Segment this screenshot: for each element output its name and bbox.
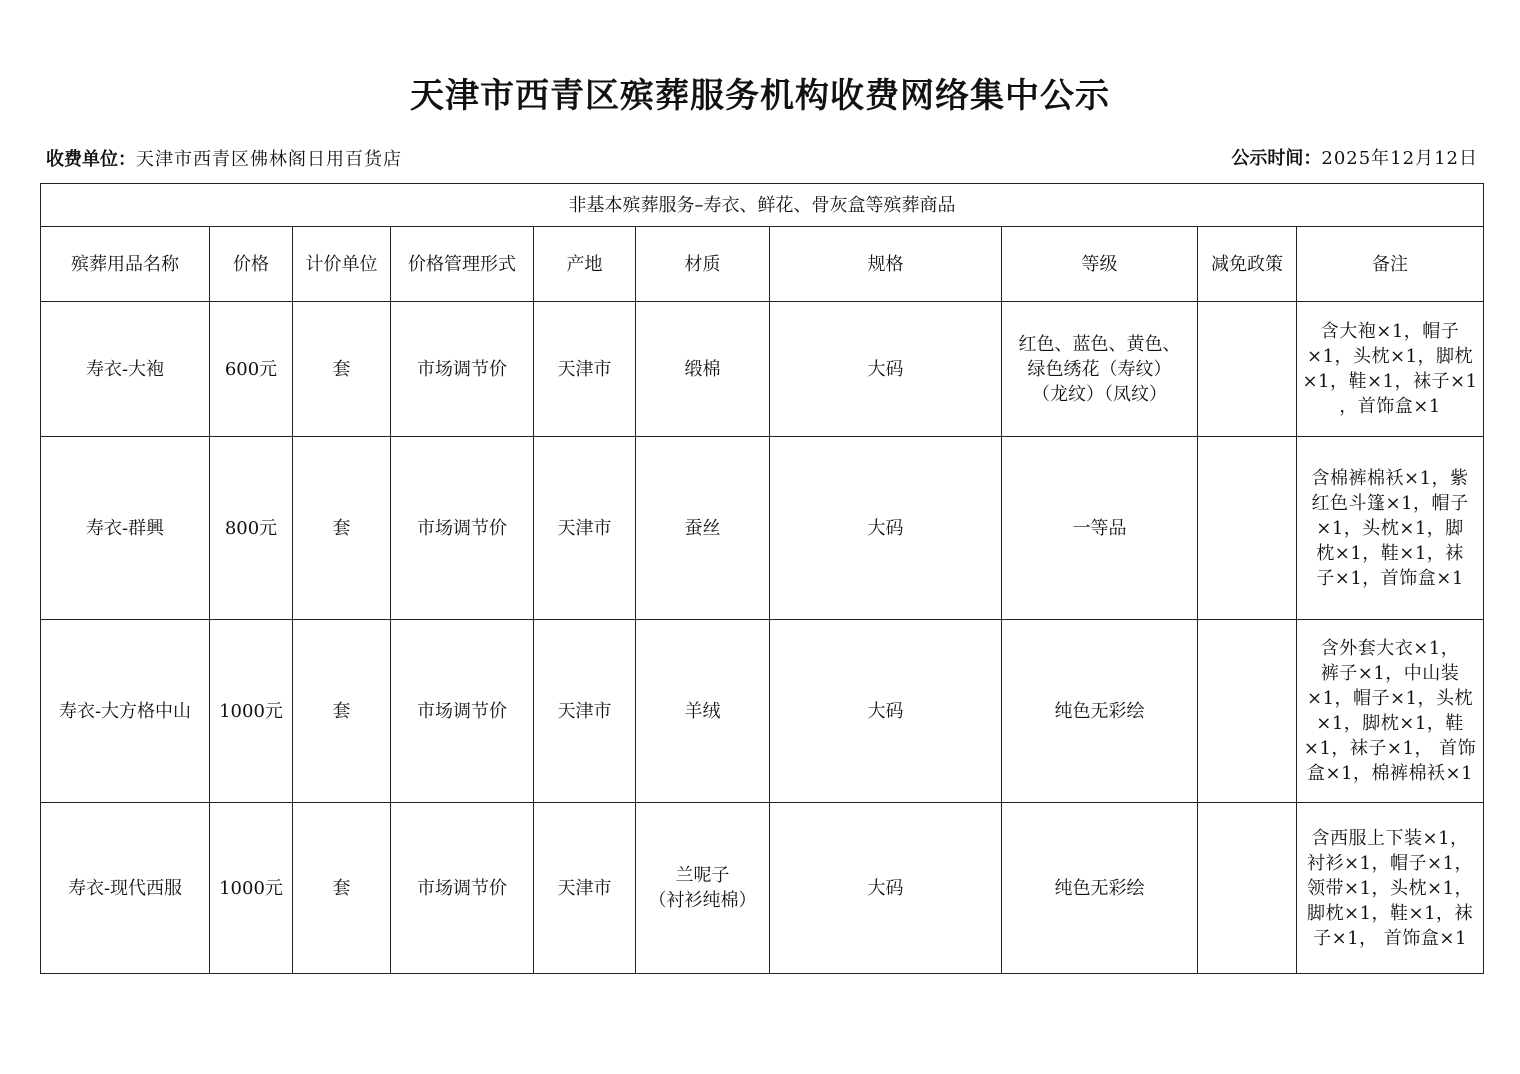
material-line: 兰呢子	[675, 865, 730, 886]
grade-line: 红色、蓝色、黄色、	[1018, 333, 1181, 355]
cell-unit: 套	[293, 620, 391, 803]
cell-unit: 套	[293, 437, 391, 620]
cell-name: 寿衣-群興	[41, 437, 210, 620]
remark-line: ×1，袜子×1， 首饰	[1303, 738, 1477, 759]
cell-grade	[1002, 437, 1198, 620]
header-relief: 减免政策	[1198, 227, 1297, 302]
header-remark: 备注	[1297, 227, 1484, 302]
cell-spec: 大码	[770, 620, 1002, 803]
fee-unit-label: 收费单位：	[46, 149, 136, 170]
remark-line: 含西服上下装×1，	[1311, 827, 1469, 849]
remark-line: 含棉裤棉袄×1，紫	[1311, 467, 1469, 489]
grade-line: （龙纹）（凤纹）	[1032, 383, 1167, 405]
table-row	[41, 437, 1484, 620]
grade-line: 纯色无彩绘	[1054, 700, 1145, 722]
cell-price-form: 市场调节价	[391, 437, 534, 620]
cell-grade	[1002, 302, 1198, 437]
fee-unit	[46, 147, 402, 173]
cell-remark	[1297, 437, 1484, 620]
remark-line: 子×1，首饰盒×1	[1316, 567, 1464, 589]
cell-price-form: 市场调节价	[391, 803, 534, 974]
publish-date	[1231, 146, 1478, 172]
remark-line: ×1，鞋×1，袜子×1	[1302, 371, 1478, 392]
remark-line: 盒×1，棉裤棉袄×1	[1306, 763, 1474, 784]
publish-date-label: 公示时间：	[1231, 148, 1322, 169]
remark-line: ×1，帽子×1，头枕	[1306, 688, 1474, 709]
cell-relief	[1198, 302, 1297, 437]
section-title: 非基本殡葬服务–寿衣、鲜花、骨灰盒等殡葬商品	[41, 184, 1484, 227]
header-price-form: 价格管理形式	[391, 227, 534, 302]
remark-line: ×1，脚枕×1，鞋	[1316, 713, 1464, 734]
header-unit: 计价单位	[293, 227, 391, 302]
remark-line: 含大袍×1，帽子	[1320, 321, 1460, 342]
table-row	[41, 803, 1484, 974]
remark-line: 脚枕×1，鞋×1，袜	[1306, 902, 1474, 924]
cell-price: 800元	[210, 437, 293, 620]
cell-price: 600元	[210, 302, 293, 437]
grade-line: 绿色绣花（寿纹）	[1027, 358, 1172, 380]
table-row	[41, 620, 1484, 803]
remark-line: 衬衫×1，帽子×1，	[1306, 852, 1474, 874]
cell-relief	[1198, 437, 1297, 620]
cell-origin: 天津市	[534, 803, 636, 974]
grade-line: 纯色无彩绘	[1054, 877, 1145, 899]
cell-spec: 大码	[770, 803, 1002, 974]
header-price: 价格	[210, 227, 293, 302]
cell-spec: 大码	[770, 437, 1002, 620]
fee-unit-value: 天津市西青区佛林阁日用百货店	[136, 149, 402, 170]
page-title: 天津市西青区殡葬服务机构收费网络集中公示	[410, 76, 1110, 116]
remark-line: ，首饰盒×1	[1339, 396, 1441, 417]
remark-line: 子×1， 首饰盒×1	[1313, 927, 1467, 949]
cell-material	[636, 437, 770, 620]
cell-material	[636, 803, 770, 974]
header-row	[41, 227, 1484, 302]
remark-line: 红色斗篷×1，帽子	[1311, 492, 1469, 514]
cell-name: 寿衣-大袍	[41, 302, 210, 437]
material-line: 羊绒	[684, 700, 721, 722]
table-row	[41, 302, 1484, 437]
cell-grade	[1002, 803, 1198, 974]
material-line: 缎棉	[684, 358, 721, 380]
publish-date-value: 2025年12月12日	[1321, 148, 1478, 169]
remark-line: 枕×1，鞋×1，袜	[1316, 542, 1464, 564]
grade-line: 一等品	[1072, 517, 1127, 539]
cell-material	[636, 620, 770, 803]
remark-line: ×1，头枕×1，脚	[1316, 517, 1464, 539]
cell-remark	[1297, 803, 1484, 974]
cell-spec: 大码	[770, 302, 1002, 437]
remark-line: 含外套大衣×1，	[1320, 638, 1460, 659]
cell-name: 寿衣-大方格中山	[41, 620, 210, 803]
cell-price: 1000元	[210, 620, 293, 803]
cell-grade	[1002, 620, 1198, 803]
cell-material	[636, 302, 770, 437]
cell-origin: 天津市	[534, 620, 636, 803]
cell-name: 寿衣-现代西服	[41, 803, 210, 974]
material-line: 蚕丝	[684, 517, 721, 539]
cell-origin: 天津市	[534, 302, 636, 437]
header-name: 殡葬用品名称	[41, 227, 210, 302]
cell-origin: 天津市	[534, 437, 636, 620]
cell-relief	[1198, 803, 1297, 974]
remark-line: 裤子×1，中山装	[1320, 663, 1460, 684]
fee-table	[40, 183, 1484, 974]
cell-remark	[1297, 620, 1484, 803]
header-material: 材质	[636, 227, 770, 302]
cell-unit: 套	[293, 302, 391, 437]
section-row	[41, 184, 1484, 227]
remark-line: 领带×1，头枕×1，	[1306, 877, 1474, 899]
header-origin: 产地	[534, 227, 636, 302]
header-grade: 等级	[1002, 227, 1198, 302]
cell-price-form: 市场调节价	[391, 620, 534, 803]
cell-relief	[1198, 620, 1297, 803]
header-spec: 规格	[770, 227, 1002, 302]
remark-line: ×1，头枕×1，脚枕	[1306, 346, 1474, 367]
cell-unit: 套	[293, 803, 391, 974]
cell-price-form: 市场调节价	[391, 302, 534, 437]
cell-remark	[1297, 302, 1484, 437]
material-line: （衬衫纯棉）	[648, 890, 757, 911]
cell-price: 1000元	[210, 803, 293, 974]
